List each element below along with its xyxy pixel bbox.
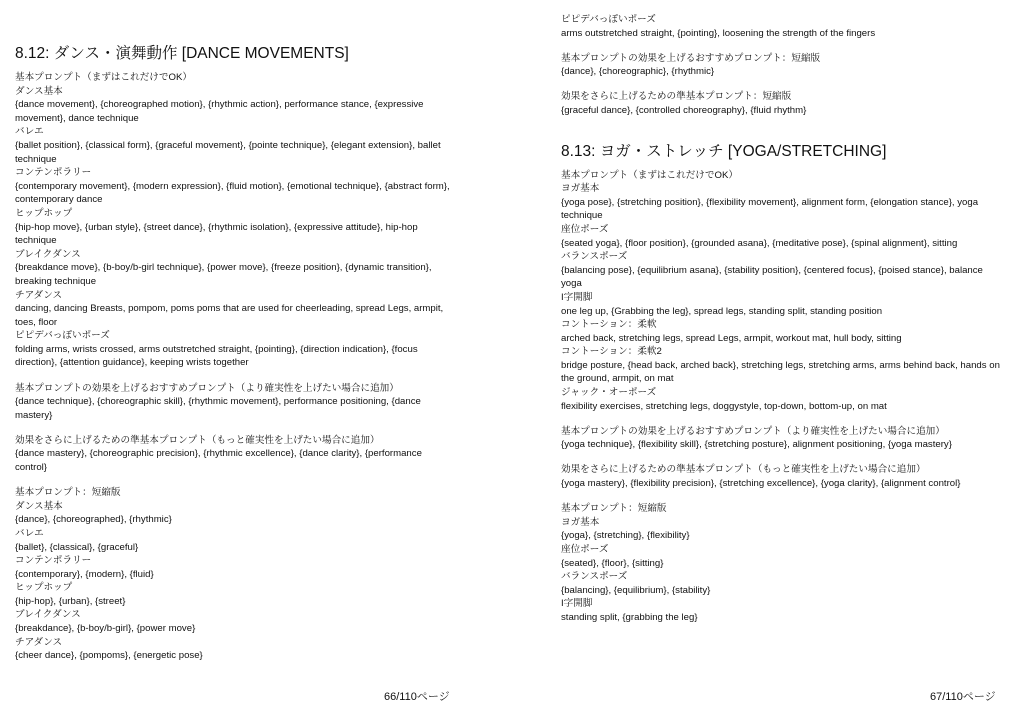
prompt-text: {dance movement}, {choreographed motion}, {rhythmic action}, performance stance, {expressive movement}, dance technique	[15, 99, 424, 124]
item-label: バランスポーズ	[561, 251, 628, 263]
item-label: ブレイクダンス	[15, 609, 81, 621]
prompt-text: {seated}, {floor}, {sitting}	[561, 557, 664, 569]
prompt-text: {hip-hop move}, {urban style}, {street dance}, {rhythmic isolation}, {expressive attitude}, hip-hop technique	[15, 221, 418, 247]
prompt-text: {yoga}, {stretching}, {flexibility}	[561, 530, 690, 542]
item-label: バレエ	[15, 126, 44, 138]
item-label: ヒップホップ	[15, 207, 73, 219]
section-heading: 8.12: ダンス・演舞動作 [DANCE MOVEMENTS]	[15, 45, 349, 62]
prompt-text: {yoga mastery}, {flexibility precision}, {stretching excellence}, {yoga clarity}, {alignment control}	[561, 478, 961, 490]
prompt-text: {ballet position}, {classical form}, {graceful movement}, {pointe technique}, {elegant extension}, ballet technique	[15, 139, 441, 165]
item-label: 座位ポーズ	[561, 543, 609, 555]
block-title: 基本プロンプトの効果を上げるおすすめプロンプト（より確実性を上げたい場合に追加）	[561, 425, 945, 437]
left-blocks	[15, 71, 455, 663]
block-title: 基本プロンプト：短縮版	[561, 503, 667, 515]
prompt-text: one leg up, {Grabbing the leg}, spread legs, standing split, standing position	[561, 305, 883, 317]
left-page	[15, 44, 455, 663]
section-heading: 8.13: ヨガ・ストレッチ [YOGA/STRETCHING]	[561, 142, 887, 160]
prompt-block	[15, 71, 455, 370]
prompt-text: {graceful dance}, {controlled choreography}, {fluid rhythm}	[561, 104, 807, 116]
prompt-text: flexibility exercises, stretching legs, doggystyle, top-down, bottom-up, on mat	[561, 400, 887, 412]
prompt-text: {yoga technique}, {flexibility skill}, {stretching posture}, alignment positioning, {yoga mastery}	[561, 439, 952, 451]
prompt-block	[561, 425, 1001, 452]
item-label: バランスポーズ	[561, 571, 628, 583]
prompt-text: {yoga pose}, {stretching position}, {flexibility movement}, alignment form, {elongation stance}, yoga technique	[561, 196, 979, 222]
prompt-text: {ballet}, {classical}, {graceful}	[15, 541, 139, 553]
right-page	[561, 13, 1001, 624]
prompt-block	[561, 502, 1001, 624]
prompt-block	[561, 90, 1001, 117]
block-title: 基本プロンプト：短縮版	[15, 487, 121, 499]
continued-blocks	[561, 13, 1001, 118]
item-label: コントーション：柔軟	[561, 319, 657, 331]
item-label: チアダンス	[15, 289, 63, 301]
block-title: 効果をさらに上げるための準基本プロンプト（もっと確実性を上げたい場合に追加）	[15, 434, 380, 446]
block-title: 効果をさらに上げるための準基本プロンプト：短縮版	[561, 91, 792, 103]
item-label: I字開脚	[561, 291, 593, 303]
item-label: ジャック・オーポーズ	[561, 387, 657, 399]
section-gap	[561, 118, 1001, 142]
page-number: 66/110ページ	[384, 691, 450, 703]
prompt-text: {hip-hop}, {urban}, {street}	[15, 595, 126, 607]
prompt-block	[15, 486, 455, 663]
prompt-text: {contemporary}, {modern}, {fluid}	[15, 568, 154, 580]
item-label: ヨガ基本	[561, 516, 600, 528]
prompt-block	[15, 434, 455, 475]
item-label: コンテンポラリー	[15, 555, 92, 567]
item-label: コンテンポラリー	[15, 167, 92, 179]
item-label: バレエ	[15, 527, 44, 539]
item-label: コントーション：柔軟2	[561, 346, 662, 358]
block-title: 基本プロンプト（まずはこれだけでOK）	[15, 72, 192, 83]
right-blocks	[561, 169, 1001, 625]
prompt-text: {dance mastery}, {choreographic precision}, {rhythmic excellence}, {dance clarity}, {performance control}	[15, 448, 422, 474]
block-title: 効果をさらに上げるための準基本プロンプト（もっと確実性を上げたい場合に追加）	[561, 464, 926, 476]
item-label: ピピデバっぽいポーズ	[15, 330, 110, 342]
item-label: I字開脚	[561, 598, 593, 610]
prompt-text: {balancing}, {equilibrium}, {stability}	[561, 584, 711, 596]
prompt-text: {cheer dance}, {pompoms}, {energetic pose}	[15, 650, 203, 662]
item-label: ヨガ基本	[561, 183, 600, 195]
item-label: ヒップホップ	[15, 582, 73, 594]
item-label: ダンス基本	[15, 85, 63, 97]
prompt-block	[561, 13, 1001, 40]
item-label: ピピデバっぽいポーズ	[561, 14, 656, 25]
prompt-text: {breakdance}, {b-boy/b-girl}, {power move}	[15, 623, 196, 635]
item-label: ブレイクダンス	[15, 248, 81, 260]
prompt-text: dancing, dancing Breasts, pompom, poms poms that are used for cheerleading, spread Legs, armpit, toes, floor	[15, 303, 444, 328]
item-label: ダンス基本	[15, 500, 63, 512]
prompt-text: {balancing pose}, {equilibrium asana}, {stability position}, {centered focus}, {poised stance}, balance yoga	[561, 264, 983, 290]
item-label: 座位ポーズ	[561, 223, 609, 235]
block-title: 基本プロンプト（まずはこれだけでOK）	[561, 169, 738, 181]
prompt-text: {breakdance move}, {b-boy/b-girl technique}, {power move}, {freeze position}, {dynamic transition}, breaking technique	[15, 262, 432, 287]
item-label: チアダンス	[15, 636, 63, 648]
prompt-text: arms outstretched straight, {pointing}, loosening the strength of the fingers	[561, 27, 876, 39]
prompt-block	[561, 463, 1001, 490]
prompt-text: arched back, stretching legs, spread Legs, armpit, workout mat, hull body, sitting	[561, 332, 902, 344]
prompt-text: bridge posture, {head back, arched back}, stretching legs, stretching arms, arms behind back, hands on the ground, armpit, on mat	[561, 359, 1000, 385]
prompt-text: {dance}, {choreographic}, {rhythmic}	[561, 66, 715, 78]
prompt-block	[561, 52, 1001, 79]
prompt-text: {contemporary movement}, {modern expression}, {fluid motion}, {emotional technique}, {abstract form}, contemporary dance	[15, 180, 450, 206]
prompt-text: {seated yoga}, {floor position}, {grounded asana}, {meditative pose}, {spinal alignment}, sitting	[561, 237, 958, 249]
page-number: 67/110ページ	[930, 691, 996, 703]
block-title: 基本プロンプトの効果を上げるおすすめプロンプト（より確実性を上げたい場合に追加）	[15, 382, 399, 394]
prompt-block	[561, 169, 1001, 414]
prompt-text: standing split, {grabbing the leg}	[561, 611, 698, 623]
prompt-text: {dance technique}, {choreographic skill}, {rhythmic movement}, performance positioning, {dance mastery}	[15, 396, 421, 421]
prompt-block	[15, 382, 455, 423]
prompt-text: {dance}, {choreographed}, {rhythmic}	[15, 514, 172, 526]
prompt-text: folding arms, wrists crossed, arms outstretched straight, {pointing}, {direction indication}, {focus direction}, {attention guidance}, keeping wrists together	[15, 343, 418, 369]
block-title: 基本プロンプトの効果を上げるおすすめプロンプト：短縮版	[561, 52, 821, 64]
